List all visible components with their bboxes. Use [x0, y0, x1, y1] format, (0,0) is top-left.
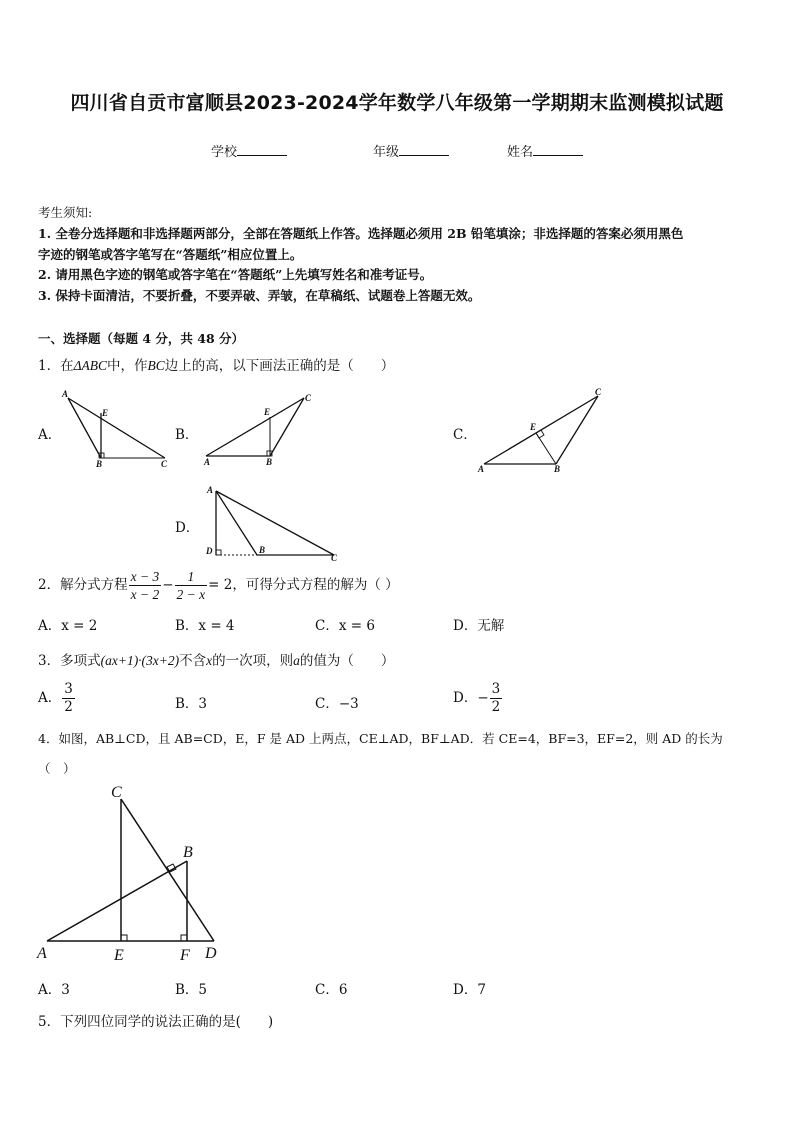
q4-option-c[interactable]: C．6: [315, 982, 348, 998]
fig-c-label-B: B: [554, 464, 561, 474]
fig-c-label-A: A: [478, 464, 485, 474]
q2-minus: −: [162, 577, 174, 593]
q4-label-F: F: [180, 947, 190, 964]
fig-b-label-B: B: [266, 457, 273, 467]
q3-option-c[interactable]: C．−3: [315, 696, 359, 712]
q2-f2-numerator: 1: [175, 568, 208, 586]
fig-b-label-E: E: [264, 407, 271, 417]
q4-label-B: B: [183, 844, 193, 861]
q2-f1-numerator: x − 3: [130, 569, 160, 584]
q3-a-numerator: 3: [64, 681, 73, 697]
q2-equals: = 2: [208, 577, 233, 593]
q2-option-a[interactable]: A．x = 2: [38, 618, 98, 634]
q4-label-D: D: [205, 945, 217, 962]
q1-tail: 边上的高，以下画法正确的是（ ）: [164, 358, 395, 374]
fig-c-label-E: E: [530, 422, 537, 432]
q4-option-d[interactable]: D．7: [453, 982, 486, 998]
q2-option-c[interactable]: C．x = 6: [315, 618, 375, 634]
fig-d-label-B: B: [259, 545, 266, 555]
fig-b-label-C: C: [305, 393, 312, 403]
q3-expression: (ax+1)·(3x+2): [100, 653, 180, 668]
q3-a-denominator: 2: [64, 699, 73, 715]
q1-option-a-label[interactable]: A．: [38, 427, 62, 443]
fig-d-label-A: A: [207, 485, 214, 495]
q4-label-C: C: [111, 784, 122, 801]
question-5: 5．下列四位同学的说法正确的是( ): [38, 1014, 274, 1030]
q2-f2-denominator: 2 − x: [176, 587, 206, 602]
q4-label-E: E: [114, 947, 124, 964]
q4-line-AB: [47, 861, 187, 941]
fig-b-label-A: A: [204, 457, 211, 467]
grade-label: 年级: [373, 145, 400, 160]
school-label: 学校: [211, 145, 238, 160]
q1-bc: BC: [147, 358, 165, 373]
question-4-line1: 4．如图，AB⊥CD，且 AB=CD，E，F 是 AD 上两点，CE⊥AD，BF⊥AD．若 CE=4，BF=3，EF=2，则 AD 的长为: [38, 731, 723, 746]
notice-heading: 考生须知:: [38, 205, 93, 220]
notice-item2: 2. 请用黑色字迹的钢笔或答字笔在“答题纸”上先填写姓名和准考证号。: [38, 267, 433, 282]
question-4-line2: （ ）: [38, 761, 76, 776]
fig-a-label-B: B: [96, 459, 103, 469]
q3-suffix: 的值为（ ）: [299, 653, 395, 669]
q1-mid: 中，作: [107, 358, 148, 374]
section-heading: 一、选择题（每题 4 分，共 48 分）: [38, 331, 245, 346]
q3-option-d-label: D．−: [453, 690, 489, 706]
q3-d-numerator: 3: [491, 681, 501, 697]
q3-var: x: [206, 653, 213, 668]
page-title: 四川省自贡市富顺县2023-2024学年数学八年级第一学期期末监测模拟试题: [70, 92, 724, 114]
q1-triangle: ΔABC: [73, 358, 108, 373]
q4-right-angle-E: [121, 935, 127, 941]
q3-mid2: 的一次项，则: [212, 653, 294, 669]
q4-right-angle-F: [181, 935, 187, 941]
q3-option-b[interactable]: B．3: [175, 696, 208, 712]
q1-option-b-label[interactable]: B．: [175, 427, 199, 443]
q4-option-a[interactable]: A．3: [38, 982, 70, 998]
q4-line-CD: [121, 799, 214, 941]
q1-option-d-label[interactable]: D．: [175, 520, 200, 536]
fig-d-label-C: C: [331, 553, 338, 563]
notice-item1-line1: 1. 全卷分选择题和非选择题两部分，全部在答题纸上作答。选择题必须用 2B 铅笔填涂；非选择题的答案必须用黑色: [38, 226, 684, 241]
fig-a-label-C: C: [161, 459, 168, 469]
fig-c-label-C: C: [595, 387, 602, 397]
q4-label-A: A: [37, 945, 47, 962]
fig-a-label-E: E: [102, 408, 109, 418]
q3-a: a: [293, 653, 300, 668]
q3-option-a-label: A．: [38, 690, 62, 706]
q2-f1-denominator: x − 2: [130, 587, 160, 602]
fig-d-label-D: D: [206, 546, 213, 556]
q3-prefix: 3．多项式: [38, 653, 101, 669]
q3-d-denominator: 2: [491, 699, 501, 715]
q2-option-d[interactable]: D．无解: [453, 618, 505, 634]
q2-suffix: ，可得分式方程的解为（ ）: [232, 577, 399, 593]
q2-prefix: 2．解分式方程: [38, 577, 128, 593]
fig-a-label-A: A: [62, 389, 69, 399]
q4-option-b[interactable]: B．5: [175, 982, 208, 998]
notice-item1-line2: 字迹的钢笔或答字笔写在“答题纸”相应位置上。: [38, 247, 303, 262]
q2-option-b[interactable]: B．x = 4: [175, 618, 235, 634]
q1-num: 1．在: [38, 358, 74, 374]
q1-option-c-label[interactable]: C．: [453, 427, 477, 443]
name-label: 姓名: [507, 145, 534, 160]
notice-item3: 3. 保持卡面清洁，不要折叠，不要弄破、弄皱，在草稿纸、试题卷上答题无效。: [38, 288, 481, 303]
q3-mid: 不含: [179, 653, 207, 669]
